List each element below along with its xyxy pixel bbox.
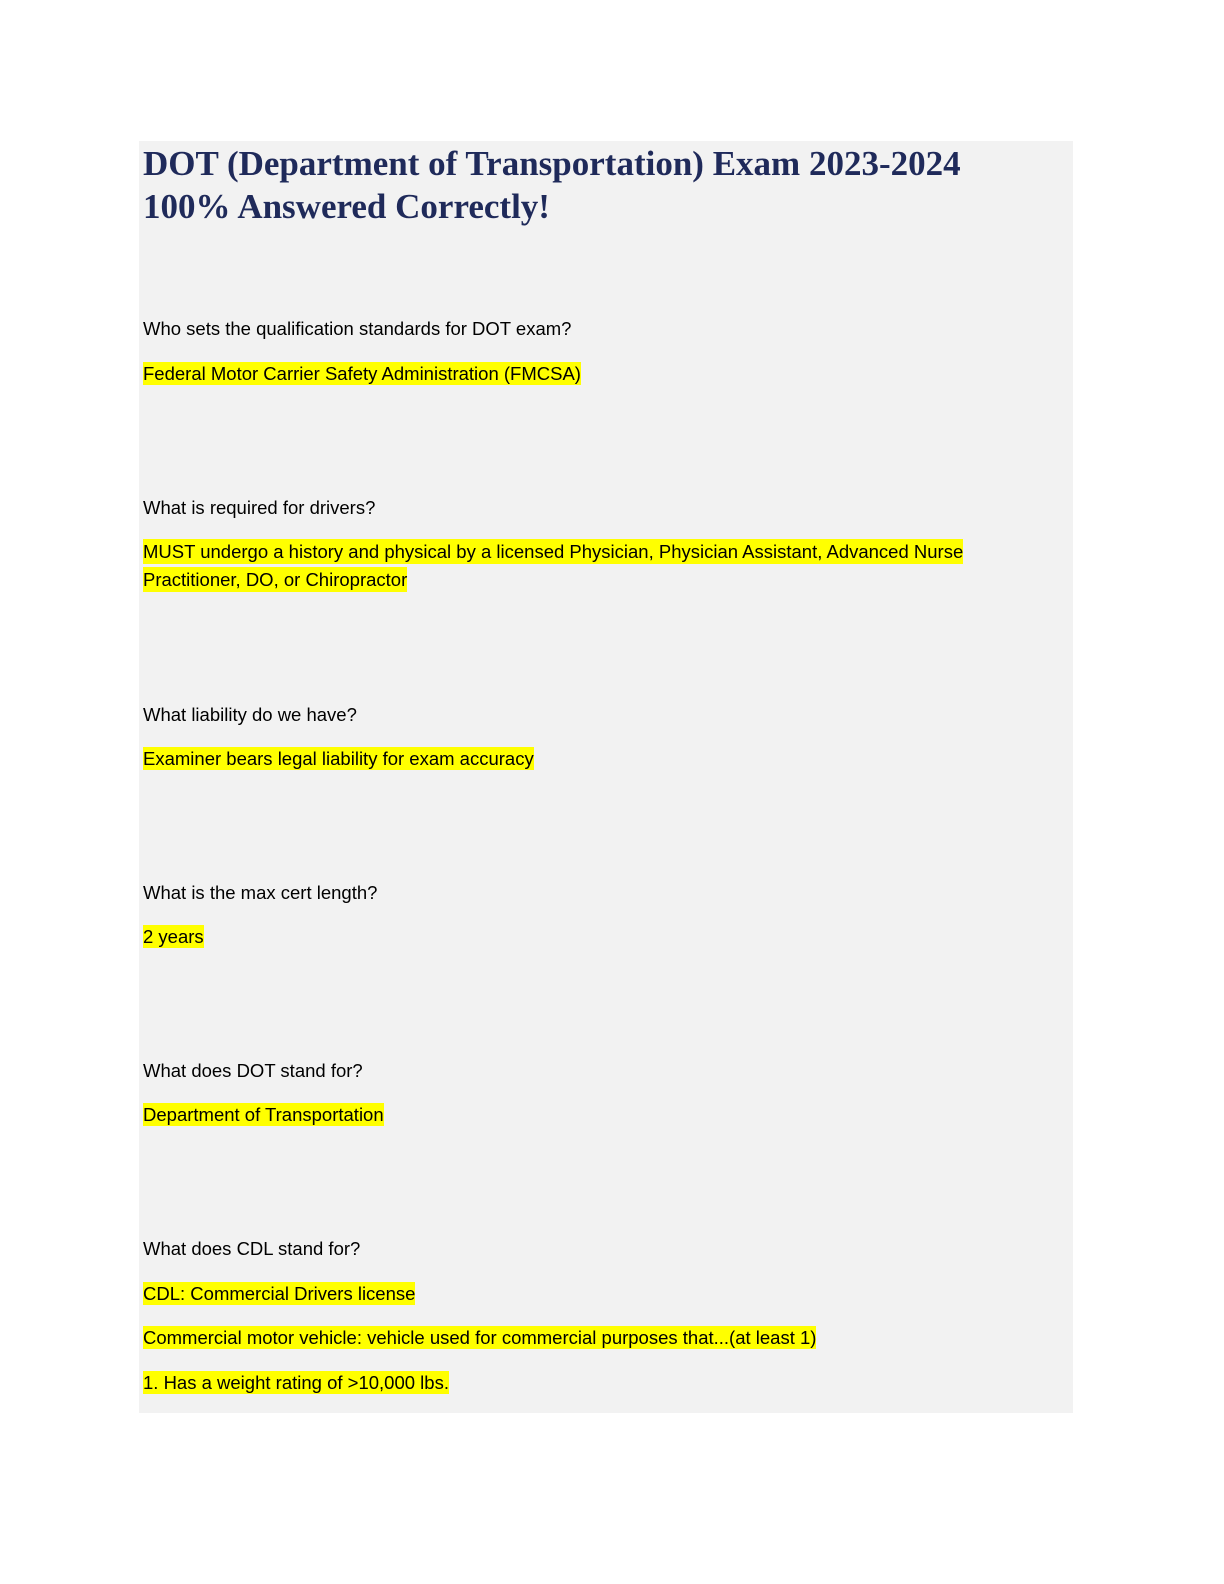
- answer-2-line-1: MUST undergo a history and physical by a licensed Physician, Physician Assistant, Advanced Nurse: [143, 541, 964, 562]
- answer-3: [143, 745, 534, 773]
- answer-6-line-2: [143, 1324, 816, 1352]
- answer-6-line-1: [143, 1280, 415, 1308]
- question-5: What does DOT stand for?: [143, 1060, 363, 1081]
- title-line-1: DOT (Department of Transportation) Exam 2023-2024: [143, 144, 961, 183]
- question-4: What is the max cert length?: [143, 882, 378, 903]
- question-6: What does CDL stand for?: [143, 1238, 361, 1259]
- answer-4: [143, 923, 204, 951]
- answer-6-text-1: CDL: Commercial Drivers license: [143, 1283, 416, 1304]
- question-1: Who sets the qualification standards for DOT exam?: [143, 318, 572, 339]
- answer-4-text: 2 years: [143, 926, 204, 947]
- answer-6-line-3: [143, 1369, 449, 1397]
- answer-1-text: Federal Motor Carrier Safety Administration (FMCSA): [143, 363, 581, 384]
- answer-5: [143, 1101, 384, 1129]
- answer-3-text: Examiner bears legal liability for exam accuracy: [143, 748, 534, 769]
- answer-6-text-2: Commercial motor vehicle: vehicle used for commercial purposes that...(at least 1): [143, 1327, 817, 1348]
- answer-2-line-2: Practitioner, DO, or Chiropractor: [143, 569, 408, 590]
- question-3: What liability do we have?: [143, 704, 357, 725]
- answer-6-text-3: 1. Has a weight rating of >10,000 lbs.: [143, 1372, 449, 1393]
- answer-5-text: Department of Transportation: [143, 1104, 384, 1125]
- title-line-2: 100% Answered Correctly!: [143, 187, 550, 226]
- answer-1: [143, 360, 581, 388]
- answer-2: [143, 538, 963, 594]
- question-2: What is required for drivers?: [143, 497, 376, 518]
- document-title: [143, 142, 1063, 228]
